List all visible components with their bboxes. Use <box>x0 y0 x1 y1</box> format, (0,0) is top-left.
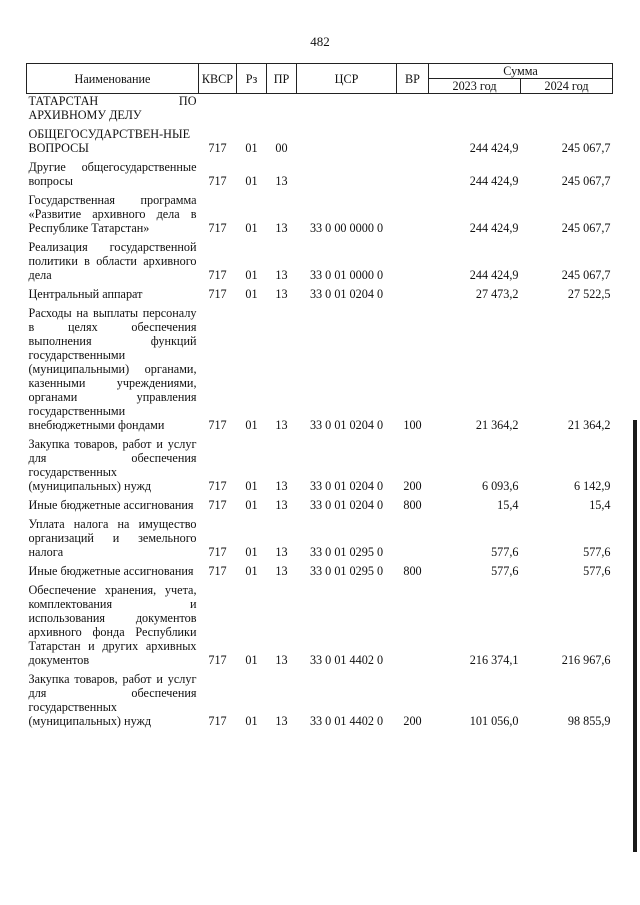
row-vr: 200 <box>403 714 422 728</box>
row-vr <box>397 122 429 155</box>
table-row <box>27 94 613 123</box>
row-sum-2023: 15,4 <box>497 498 519 512</box>
row-name: Государственная программа «Развитие архивного дела в Республике Татарстан» <box>28 193 197 235</box>
row-pr: 13 <box>275 174 288 188</box>
table-row <box>27 493 613 512</box>
row-csr: 33 0 01 0204 0 <box>309 287 384 301</box>
row-rz: 01 <box>245 221 258 235</box>
row-rz: 01 <box>245 268 258 282</box>
table-row <box>27 188 613 235</box>
row-vr <box>397 188 429 235</box>
row-vr: 100 <box>403 418 422 432</box>
table-row <box>27 282 613 301</box>
table-row <box>27 235 613 282</box>
row-name: Уплата налога на имущество организаций и земельного налога <box>28 517 197 559</box>
row-csr: 33 0 01 0295 0 <box>309 564 384 578</box>
row-name: ТАТАРСТАН ПО АРХИВНОМУ ДЕЛУ <box>28 94 197 122</box>
header-name: Наименование <box>27 64 199 94</box>
row-name: Иные бюджетные ассигнования <box>28 564 194 578</box>
table-row <box>27 667 613 728</box>
row-name: Центральный аппарат <box>28 287 143 301</box>
row-sum-2024: 245 067,7 <box>561 268 611 282</box>
row-csr <box>297 94 397 123</box>
row-csr <box>297 122 397 155</box>
row-rz: 01 <box>245 141 258 155</box>
row-pr: 13 <box>275 479 288 493</box>
table-row <box>27 578 613 667</box>
row-sum-2024: 577,6 <box>583 545 611 559</box>
row-kvsr <box>199 94 237 123</box>
row-vr <box>397 512 429 559</box>
row-sum-2024: 6 142,9 <box>573 479 611 493</box>
row-vr: 800 <box>403 564 422 578</box>
row-sum-2023 <box>429 94 521 123</box>
row-kvsr: 717 <box>208 174 227 188</box>
row-sum-2023: 244 424,9 <box>469 268 519 282</box>
header-csr: ЦСР <box>297 64 397 94</box>
row-csr: 33 0 01 0000 0 <box>309 268 384 282</box>
row-sum-2023: 216 374,1 <box>469 653 519 667</box>
row-pr: 13 <box>275 268 288 282</box>
row-pr: 13 <box>275 498 288 512</box>
row-csr: 33 0 01 0204 0 <box>309 418 384 432</box>
row-csr: 33 0 01 0204 0 <box>309 498 384 512</box>
row-csr: 33 0 01 4402 0 <box>309 653 384 667</box>
budget-table <box>26 63 613 728</box>
row-sum-2024: 15,4 <box>589 498 611 512</box>
row-sum-2023: 577,6 <box>491 564 519 578</box>
row-pr: 13 <box>275 564 288 578</box>
row-sum-2023: 244 424,9 <box>469 221 519 235</box>
row-rz: 01 <box>245 418 258 432</box>
row-kvsr: 717 <box>208 287 227 301</box>
row-sum-2023: 577,6 <box>491 545 519 559</box>
row-csr: 33 0 01 4402 0 <box>309 714 384 728</box>
row-rz: 01 <box>245 714 258 728</box>
row-sum-2023: 244 424,9 <box>469 141 519 155</box>
row-name: Обеспечение хранения, учета, комплектования и использования документов архивного фонда Республики Татарстан и других архивных документов <box>28 583 197 667</box>
header-sum: Сумма <box>429 64 613 79</box>
row-rz: 01 <box>245 545 258 559</box>
row-kvsr: 717 <box>208 714 227 728</box>
row-kvsr: 717 <box>208 221 227 235</box>
header-year-2023: 2023 год <box>429 79 521 94</box>
row-kvsr: 717 <box>208 141 227 155</box>
row-vr <box>397 94 429 123</box>
row-sum-2023: 27 473,2 <box>475 287 519 301</box>
row-rz: 01 <box>245 564 258 578</box>
row-sum-2023: 101 056,0 <box>469 714 519 728</box>
row-name: Расходы на выплаты персоналу в целях обеспечения выполнения функций государственными (муниципальными) органами, казенными учреждениями, органами управления государственными внебюджетными фондами <box>28 306 197 432</box>
header-pr: ПР <box>267 64 297 94</box>
row-vr <box>397 155 429 188</box>
row-sum-2024: 245 067,7 <box>561 141 611 155</box>
row-kvsr: 717 <box>208 479 227 493</box>
row-pr: 13 <box>275 221 288 235</box>
table-row <box>27 559 613 578</box>
row-rz: 01 <box>245 479 258 493</box>
row-csr: 33 0 01 0295 0 <box>309 545 384 559</box>
row-kvsr: 717 <box>208 268 227 282</box>
row-vr: 200 <box>403 479 422 493</box>
row-rz: 01 <box>245 653 258 667</box>
header-kvsr: КВСР <box>199 64 237 94</box>
row-kvsr: 717 <box>208 418 227 432</box>
row-rz: 01 <box>245 287 258 301</box>
row-csr <box>297 155 397 188</box>
row-kvsr: 717 <box>208 498 227 512</box>
row-sum-2024: 21 364,2 <box>567 418 611 432</box>
table-row <box>27 432 613 493</box>
row-kvsr: 717 <box>208 564 227 578</box>
row-pr: 13 <box>275 714 288 728</box>
row-csr: 33 0 01 0204 0 <box>309 479 384 493</box>
table-row <box>27 301 613 432</box>
row-sum-2024: 245 067,7 <box>561 221 611 235</box>
row-rz: 01 <box>245 498 258 512</box>
row-name: Закупка товаров, работ и услуг для обеспечения государственных (муниципальных) нужд <box>28 672 197 728</box>
row-vr <box>397 282 429 301</box>
row-pr: 13 <box>275 653 288 667</box>
row-sum-2024: 577,6 <box>583 564 611 578</box>
row-sum-2023: 21 364,2 <box>475 418 519 432</box>
row-vr: 800 <box>403 498 422 512</box>
row-name: Другие общегосударственные вопросы <box>28 160 197 188</box>
row-rz: 01 <box>245 174 258 188</box>
scan-edge-bar <box>633 420 637 852</box>
header-vr: ВР <box>397 64 429 94</box>
row-sum-2024: 98 855,9 <box>567 714 611 728</box>
row-pr: 13 <box>275 418 288 432</box>
row-sum-2023: 244 424,9 <box>469 174 519 188</box>
row-sum-2024: 27 522,5 <box>567 287 611 301</box>
table-row <box>27 122 613 155</box>
row-name: ОБЩЕГОСУДАРСТВЕН-НЫЕ ВОПРОСЫ <box>28 127 191 155</box>
row-pr: 00 <box>275 141 288 155</box>
row-sum-2023: 6 093,6 <box>481 479 519 493</box>
row-name: Иные бюджетные ассигнования <box>28 498 194 512</box>
row-sum-2024 <box>521 94 613 123</box>
row-sum-2024: 245 067,7 <box>561 174 611 188</box>
row-rz <box>237 94 267 123</box>
header-year-2024: 2024 год <box>521 79 613 94</box>
row-vr <box>397 578 429 667</box>
page-number: 482 <box>310 34 330 49</box>
row-name: Реализация государственной политики в области архивного дела <box>28 240 197 282</box>
row-pr: 13 <box>275 287 288 301</box>
row-csr: 33 0 00 0000 0 <box>309 221 384 235</box>
row-pr: 13 <box>275 545 288 559</box>
header-rz: Рз <box>237 64 267 94</box>
row-kvsr: 717 <box>208 653 227 667</box>
row-vr <box>397 235 429 282</box>
table-row <box>27 512 613 559</box>
row-kvsr: 717 <box>208 545 227 559</box>
row-sum-2024: 216 967,6 <box>561 653 611 667</box>
table-row <box>27 155 613 188</box>
row-pr <box>267 94 297 123</box>
row-name: Закупка товаров, работ и услуг для обеспечения государственных (муниципальных) нужд <box>28 437 197 493</box>
